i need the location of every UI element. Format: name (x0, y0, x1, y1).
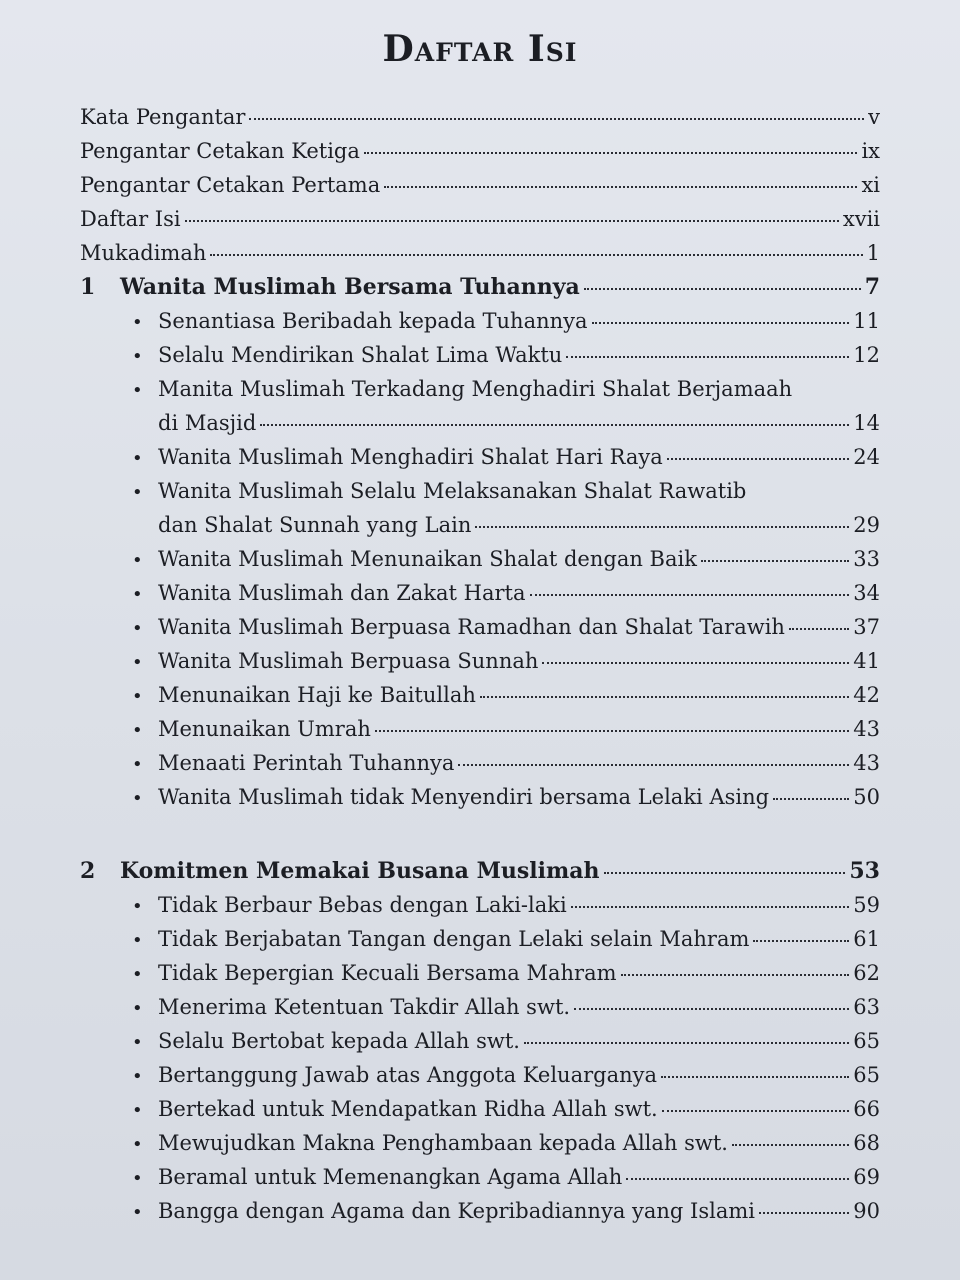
page-number: 63 (853, 995, 880, 1019)
chapter-2-section (80, 854, 880, 1228)
entry-title: Wanita Muslimah Berpuasa Ramadhan dan Shalat Tarawih (158, 615, 785, 639)
entry-title: Wanita Muslimah Berpuasa Sunnah (158, 649, 539, 673)
entry-title: Wanita Muslimah Selalu Melaksanakan Shalat Rawatib (158, 479, 747, 503)
toc-entry (80, 956, 880, 990)
entry-title: Pengantar Cetakan Ketiga (80, 139, 360, 163)
page-title: Daftar Isi (382, 28, 578, 70)
toc-entry (80, 1024, 880, 1058)
entry-title: Komitmen Memakai Busana Muslimah (120, 858, 600, 884)
dot-leader (661, 1076, 849, 1078)
page-number: 65 (853, 1063, 880, 1087)
bullet-icon: • (132, 964, 143, 985)
bullet-icon: • (132, 930, 143, 951)
entry-title: Mewujudkan Makna Penghambaan kepada Allah swt. (158, 1131, 728, 1155)
page-number: 29 (853, 513, 880, 537)
toc-entry (80, 610, 880, 644)
toc-entry (80, 712, 880, 746)
entry-title: Menaati Perintah Tuhannya (158, 751, 455, 775)
toc-entry (80, 202, 880, 236)
page-number: 66 (853, 1097, 880, 1121)
page-number: 61 (853, 927, 880, 951)
toc-entry (80, 1092, 880, 1126)
dot-leader (626, 1178, 849, 1180)
dot-leader (375, 730, 849, 732)
page-number: 43 (853, 751, 880, 775)
toc-entry (80, 1058, 880, 1092)
bullet-icon: • (132, 788, 143, 809)
toc-entry (80, 576, 880, 610)
entry-title: Wanita Muslimah Menghadiri Shalat Hari Raya (158, 445, 663, 469)
entry-title: di Masjid (158, 411, 257, 435)
page-number: 53 (849, 858, 880, 884)
bullet-icon: • (132, 754, 143, 775)
entry-title: Bertanggung Jawab atas Anggota Keluarganya (158, 1063, 657, 1087)
bullet-icon: • (132, 686, 143, 707)
dot-leader (621, 974, 850, 976)
dot-leader (592, 322, 850, 324)
dot-leader (662, 1110, 850, 1112)
bullet-icon: • (132, 720, 143, 741)
dot-leader (364, 152, 858, 154)
dot-leader (542, 662, 849, 664)
front-matter-list (80, 100, 880, 270)
toc-entry (80, 854, 880, 888)
page-number: 62 (853, 961, 880, 985)
toc-entry (80, 542, 880, 576)
bullet-icon: • (132, 618, 143, 639)
dot-leader (584, 288, 861, 290)
dot-leader (571, 906, 850, 908)
dot-leader (480, 696, 849, 698)
toc-entry (80, 236, 880, 270)
bullet-icon: • (132, 1032, 143, 1053)
bullet-icon: • (132, 1066, 143, 1087)
bullet-icon: • (132, 312, 143, 333)
dot-leader (210, 254, 862, 256)
dot-leader (524, 1042, 849, 1044)
bullet-icon: • (132, 346, 143, 367)
toc-entry (80, 100, 880, 134)
toc-entry (80, 990, 880, 1024)
dot-leader (701, 560, 849, 562)
entry-title: Tidak Bepergian Kecuali Bersama Mahram (158, 961, 617, 985)
dot-leader (475, 526, 849, 528)
toc-entry (80, 1160, 880, 1194)
dot-leader (759, 1212, 849, 1214)
entry-title: Beramal untuk Memenangkan Agama Allah (158, 1165, 623, 1189)
bullet-icon: • (132, 998, 143, 1019)
page-number: 1 (866, 241, 880, 265)
toc-entry (80, 780, 880, 814)
page-number: 68 (853, 1131, 880, 1155)
entry-title: Mukadimah (80, 241, 207, 265)
toc-entry (80, 888, 880, 922)
bullet-icon: • (132, 380, 143, 401)
page-number: v (868, 105, 880, 129)
dot-leader (458, 764, 849, 766)
page-number: 90 (853, 1199, 880, 1223)
dot-leader (574, 1008, 849, 1010)
chapter-number: 1 (80, 274, 96, 300)
entry-title: Bangga dengan Agama dan Kepribadiannya yang Islami (158, 1199, 755, 1223)
bullet-icon: • (132, 482, 143, 503)
entry-title: Menunaikan Umrah (158, 717, 371, 741)
page-number: 7 (864, 274, 880, 300)
entry-title: Pengantar Cetakan Pertama (80, 173, 381, 197)
bullet-icon: • (132, 896, 143, 917)
page-number: 41 (853, 649, 880, 673)
entry-title: Tidak Berbaur Bebas dengan Laki-laki (158, 893, 567, 917)
page-number: 34 (853, 581, 880, 605)
page-number: xi (861, 173, 880, 197)
table-of-contents (80, 100, 880, 1228)
entry-title: Menunaikan Haji ke Baitullah (158, 683, 476, 707)
dot-leader (773, 798, 849, 800)
dot-leader (732, 1144, 849, 1146)
dot-leader (260, 424, 849, 426)
entry-title: Wanita Muslimah dan Zakat Harta (158, 581, 526, 605)
dot-leader (667, 458, 849, 460)
entry-title: Selalu Bertobat kepada Allah swt. (158, 1029, 520, 1053)
toc-entry (80, 406, 880, 440)
entry-title: Wanita Muslimah Menunaikan Shalat dengan Baik (158, 547, 697, 571)
page-number: ix (861, 139, 880, 163)
page-number: 12 (853, 343, 880, 367)
page-number: 43 (853, 717, 880, 741)
entry-title: Menerima Ketentuan Takdir Allah swt. (158, 995, 571, 1019)
dot-leader (604, 872, 846, 874)
toc-entry (80, 1194, 880, 1228)
page-number: 50 (853, 785, 880, 809)
page-number: 65 (853, 1029, 880, 1053)
entry-title: dan Shalat Sunnah yang Lain (158, 513, 472, 537)
bullet-icon: • (132, 584, 143, 605)
toc-entry (80, 134, 880, 168)
dot-leader (789, 628, 849, 630)
page-number: 33 (853, 547, 880, 571)
toc-entry (80, 678, 880, 712)
bullet-icon: • (132, 1202, 143, 1223)
chapter-1-section (80, 270, 880, 814)
entry-title: Wanita Muslimah tidak Menyendiri bersama Lelaki Asing (158, 785, 770, 809)
entry-title: Manita Muslimah Terkadang Menghadiri Shalat Berjamaah (158, 377, 793, 401)
page-number: 11 (853, 309, 880, 333)
bullet-icon: • (132, 550, 143, 571)
bullet-icon: • (132, 652, 143, 673)
toc-entry (80, 304, 880, 338)
dot-leader (566, 356, 849, 358)
toc-entry (80, 746, 880, 780)
toc-entry (80, 508, 880, 542)
page-number: 37 (853, 615, 880, 639)
page-number: 14 (853, 411, 880, 435)
dot-leader (249, 118, 864, 120)
toc-entry (80, 168, 880, 202)
page-number: 24 (853, 445, 880, 469)
dot-leader (530, 594, 850, 596)
page-number: 59 (853, 893, 880, 917)
toc-entry (80, 270, 880, 304)
toc-entry (80, 644, 880, 678)
entry-title: Wanita Muslimah Bersama Tuhannya (120, 274, 580, 300)
entry-title: Selalu Mendirikan Shalat Lima Waktu (158, 343, 563, 367)
page-number: xvii (842, 207, 880, 231)
toc-entry (80, 922, 880, 956)
toc-entry (80, 1126, 880, 1160)
dot-leader (384, 186, 857, 188)
entry-title: Tidak Berjabatan Tangan dengan Lelaki selain Mahram (158, 927, 750, 951)
bullet-icon: • (132, 1168, 143, 1189)
entry-title: Bertekad untuk Mendapatkan Ridha Allah swt. (158, 1097, 658, 1121)
bullet-icon: • (132, 1134, 143, 1155)
entry-title: Kata Pengantar (80, 105, 246, 129)
bullet-icon: • (132, 1100, 143, 1121)
chapter-number: 2 (80, 858, 96, 884)
dot-leader (185, 220, 839, 222)
page-number: 69 (853, 1165, 880, 1189)
page-number: 42 (853, 683, 880, 707)
toc-entry-line (80, 474, 880, 508)
dot-leader (753, 940, 849, 942)
entry-title: Daftar Isi (80, 207, 181, 231)
bullet-icon: • (132, 448, 143, 469)
entry-title: Senantiasa Beribadah kepada Tuhannya (158, 309, 588, 333)
toc-entry (80, 440, 880, 474)
toc-entry (80, 338, 880, 372)
toc-entry-line (80, 372, 880, 406)
